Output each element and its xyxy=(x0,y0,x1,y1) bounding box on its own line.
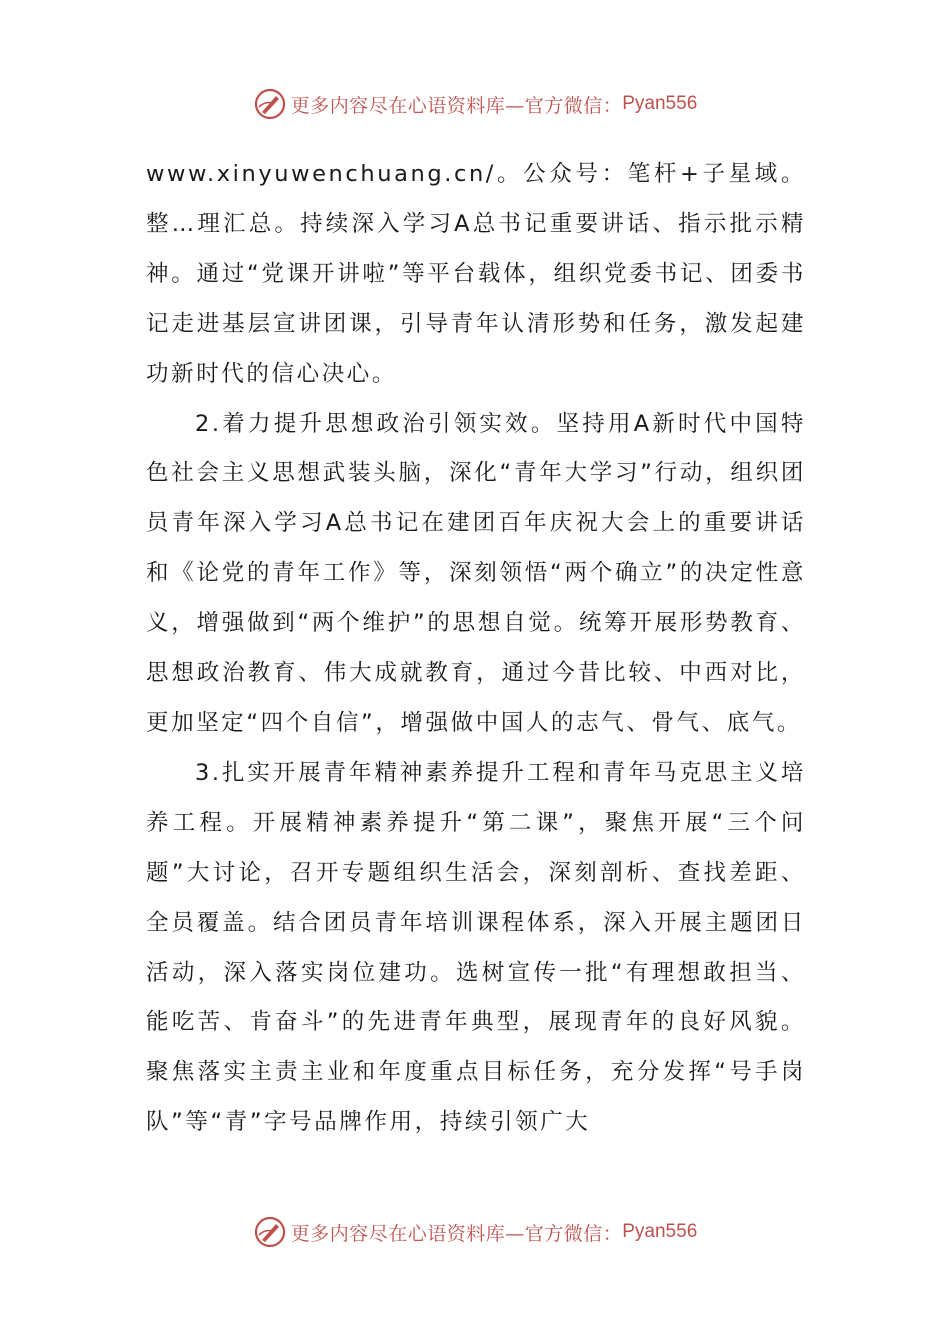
footer-wechat-id: Pyan556 xyxy=(622,1221,698,1242)
paragraph-1: www.xinyuwenchuang.cn/。公众号：笔杆+子星域。整…理汇总。持续深入学习A总书记重要讲话、指示批示精神。通过“党课开讲啦”等平台载体，组织党委书记、团委书记走进基层宣讲团课，引导青年认清形势和任务，激发起建功新时代的信心决心。 xyxy=(146,161,806,387)
header-wechat-id: Pyan556 xyxy=(622,93,698,114)
paragraph-3: 3.扎实开展青年精神素养提升工程和青年马克思主义培养工程。开展精神素养提升“第二课”，聚焦开展“三个问题”大讨论，召开专题组织生活会，深刻剖析、查找差距、全员覆盖。结合团员青年培训课程体系，深入开展主题团日活动，深入落实岗位建功。选树宣传一批“有理想敢担当、能吃苦、肯奋斗”的先进青年典型，展现青年的良好风貌。聚焦落实主责主业和年度重点目标任务，充分发挥“号手岗队”等“青”字号品牌作用，持续引领广大 xyxy=(146,759,806,1136)
header-banner-text: 更多内容尽在心语资料库—官方微信： xyxy=(290,94,623,117)
paragraph-2: 2.着力提升思想政治引领实效。坚持用A新时代中国特色社会主义思想武装头脑，深化“青年大学习”行动，组织团员青年深入学习A总书记在建团百年庆祝大会上的重要讲话和《论党的青年工作》等，深刻领悟“两个确立”的决定性意义，增强做到“两个维护”的思想自觉。统筹开展形势教育、思想政治教育、伟大成就教育，通过今昔比较、中西对比，更加坚定“四个自信”，增强做中国人的志气、骨气、底气。 xyxy=(146,410,806,736)
pen-logo-icon xyxy=(253,87,287,121)
header-watermark-banner xyxy=(0,84,950,124)
document-body xyxy=(146,150,806,1148)
footer-banner-text: 更多内容尽在心语资料库—官方微信： xyxy=(290,1222,623,1245)
pen-logo-icon xyxy=(253,1215,287,1249)
footer-watermark-banner xyxy=(0,1212,950,1252)
